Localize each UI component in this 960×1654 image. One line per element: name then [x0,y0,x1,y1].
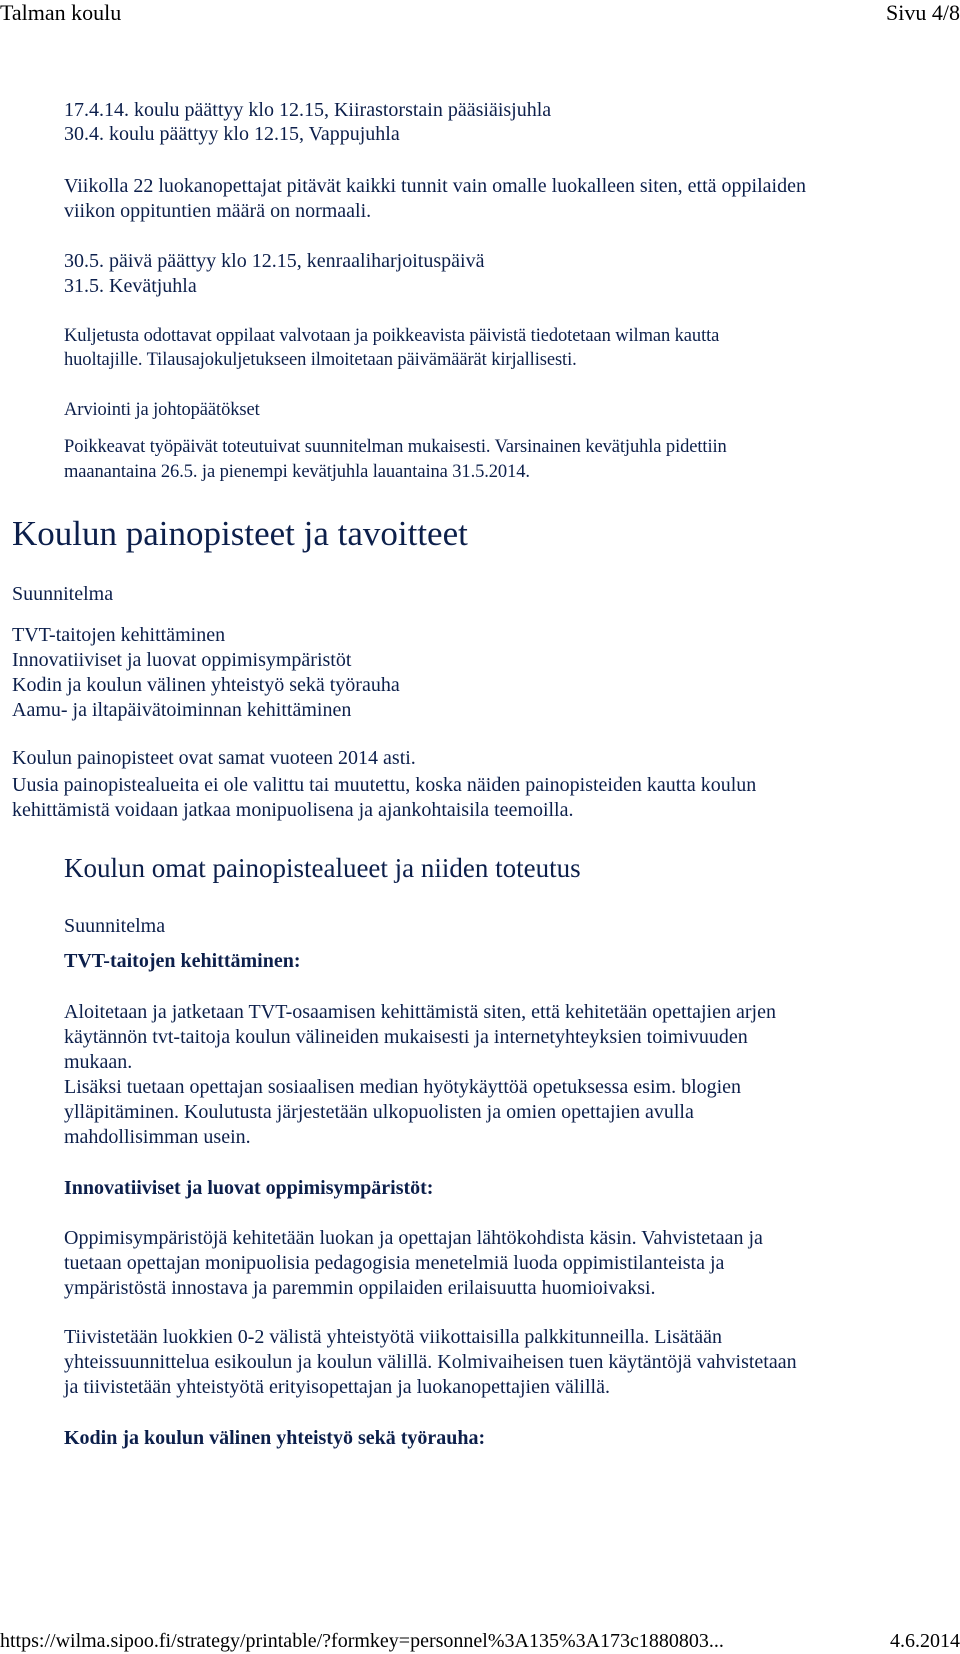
paragraph-line: Tiivistetään luokkien 0-2 välistä yhteistyötä viikottaisilla palkkitunneilla. Lisätään [64,1326,723,1348]
paragraph-line: kehittämistä voidaan jatkaa monipuolisena ja ajankohtaisila teemoilla. [12,799,574,821]
paragraph-line: viikon oppituntien määrä on normaali. [64,200,372,222]
section-heading: Arviointi ja johtopäätökset [64,400,260,420]
schedule-line: 30.5. päivä päättyy klo 12.15, kenraaliharjoituspäivä [64,250,485,272]
page-number: Sivu 4/8 [886,0,960,25]
paragraph-line: Lisäksi tuetaan opettajan sosiaalisen median hyötykäyttöä opetuksessa esim. blogien [64,1076,742,1098]
schedule-line: 17.4.14. koulu päättyy klo 12.15, Kiirastorstain pääsiäisjuhla [64,99,552,121]
paragraph-line: käytännön tvt-taitoja koulun välineiden mukaisesti ja internetyhteyksien toimivuuden [64,1026,748,1048]
schedule-line: 31.5. Kevätjuhla [64,275,197,297]
paragraph-line: Aloitetaan ja jatketaan TVT-osaamisen kehittämistä siten, että kehitetään opettajien arjen [64,1001,776,1023]
paragraph-line: Poikkeavat työpäivät toteutuivat suunnitelman mukaisesti. Varsinainen kevätjuhla pidettiin [64,437,727,457]
paragraph-line: tuetaan opettajan monipuolisia pedagogisia menetelmiä luoda oppimistilanteista ja [64,1252,725,1274]
footer-url: https://wilma.sipoo.fi/strategy/printable/?formkey=personnel%3A135%3A173c1880803... [0,1630,724,1652]
page-title: Koulun painopisteet ja tavoitteet [12,514,468,553]
paragraph-line: Viikolla 22 luokanopettajat pitävät kaikki tunnit vain omalle luokalleen siten, että oppilaiden [64,175,806,197]
section-title: Koulun omat painopistealueet ja niiden toteutus [64,853,581,883]
paragraph-line: mukaan. [64,1051,133,1073]
schedule-line: 30.4. koulu päättyy klo 12.15, Vappujuhla [64,123,400,145]
subheading: Suunnitelma [64,915,166,937]
subheading: Suunnitelma [12,583,114,605]
header-title: Talman koulu [0,0,122,25]
paragraph-line: ylläpitäminen. Koulutusta järjestetään ulkopuolisten ja omien opettajien avulla [64,1101,694,1123]
list-item: TVT-taitojen kehittäminen [12,624,226,646]
paragraph-line: ja tiivistetään yhteistyötä erityisopettajan ja luokanopettajien välillä. [64,1376,610,1398]
subsection-heading: Innovatiiviset ja luovat oppimisympäristöt: [64,1177,434,1199]
paragraph-line: Koulun painopisteet ovat samat vuoteen 2014 asti. [12,747,416,769]
list-item: Innovatiiviset ja luovat oppimisympäristöt [12,649,352,671]
footer-date: 4.6.2014 [890,1630,960,1652]
paragraph-line: yhteissuunnittelua esikoulun ja koulun välillä. Kolmivaiheisen tuen käytäntöjä vahvistetaan [64,1351,797,1373]
paragraph-line: ympäristöstä innostava ja paremmin oppilaiden erilaisuutta huomioivaksi. [64,1277,656,1299]
list-item: Aamu- ja iltapäivätoiminnan kehittäminen [12,699,352,721]
subsection-heading: TVT-taitojen kehittäminen: [64,950,301,972]
paragraph-line: huoltajille. Tilausajokuljetukseen ilmoitetaan päivämäärät kirjallisesti. [64,350,577,370]
paragraph-line: Oppimisympäristöjä kehitetään luokan ja opettajan lähtökohdista käsin. Vahvistetaan ja [64,1227,763,1249]
subsection-heading: Kodin ja koulun välinen yhteistyö sekä työrauha: [64,1427,486,1449]
paragraph-line: maanantaina 26.5. ja pienempi kevätjuhla lauantaina 31.5.2014. [64,462,530,482]
paragraph-line: Uusia painopistealueita ei ole valittu tai muutettu, koska näiden painopisteiden kautta koulun [12,774,757,796]
paragraph-line: Kuljetusta odottavat oppilaat valvotaan ja poikkeavista päivistä tiedotetaan wilman kautta [64,326,720,346]
list-item: Kodin ja koulun välinen yhteistyö sekä työrauha [12,674,400,696]
paragraph-line: mahdollisimman usein. [64,1126,251,1148]
